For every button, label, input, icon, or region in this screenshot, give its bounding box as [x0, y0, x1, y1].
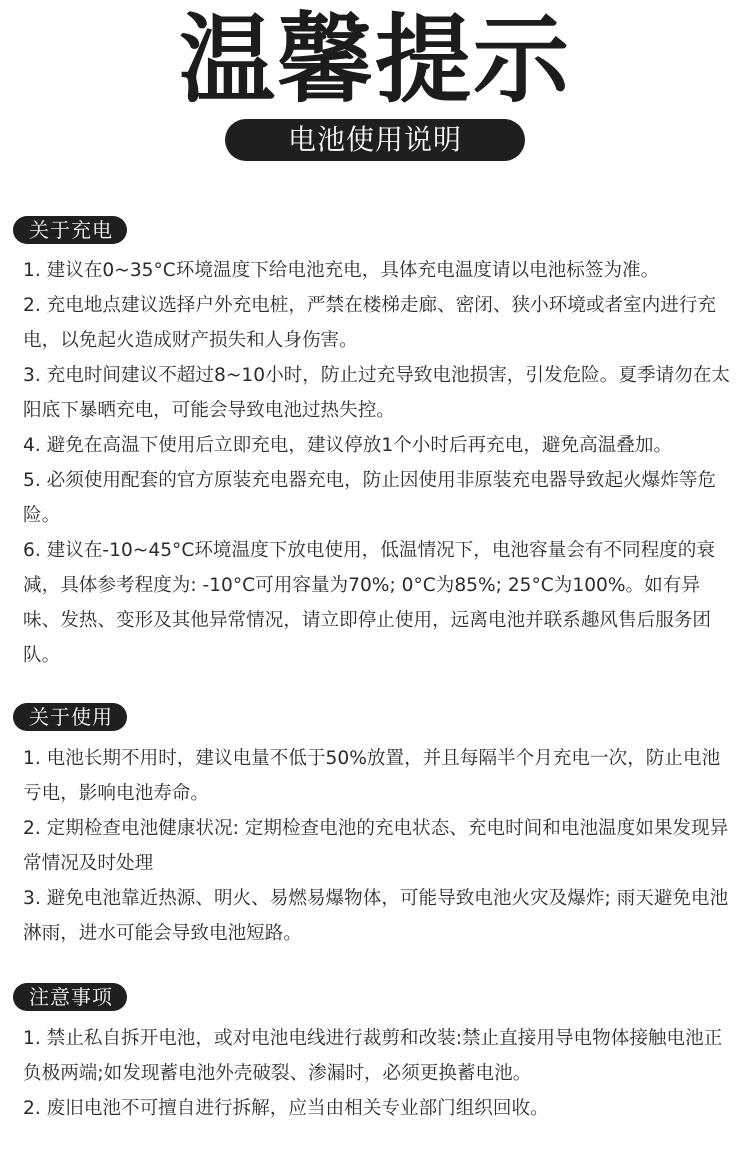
- list-item: 1. 电池长期不用时，建议电量不低于50%放置，并且每隔半个月充电一次，防止电池亏电，影响电池寿命。: [23, 748, 721, 804]
- list-item: 4. 避免在高温下使用后立即充电，建议停放1个小时后再充电，避免高温叠加。: [23, 435, 673, 456]
- section-list-usage: [23, 741, 735, 951]
- list-item: 1. 禁止私自拆开电池，或对电池电线进行裁剪和改装:禁止直接用导电物体接触电池正负极两端;如发现蓄电池外壳破裂、渗漏时，必须更换蓄电池。: [23, 1028, 723, 1084]
- list-item: 6. 建议在-10~45°C环境温度下放电使用，低温情况下，电池容量会有不同程度的衰减，具体参考程度为: -10°C可用容量为70%; 0°C为85%; 25°C为100%。如有异味、发热、变形及其他异常情况，请立即停止使用，远离电池并联系趣风售后服务团队。: [23, 540, 715, 666]
- section-list-charging: [23, 253, 735, 673]
- section-list-notes: [23, 1021, 735, 1126]
- section-heading-usage: 关于使用: [13, 703, 127, 731]
- list-item: 2. 定期检查电池健康状况: 定期检查电池的充电状态、充电时间和电池温度如果发现异常情况及时处理: [23, 818, 729, 874]
- subtitle-badge: 电池使用说明: [225, 119, 525, 161]
- list-item: 5. 必须使用配套的官方原装充电器充电，防止因使用非原装充电器导致起火爆炸等危险。: [23, 470, 717, 526]
- list-item: 2. 充电地点建议选择户外充电桩，严禁在楼梯走廊、密闭、狭小环境或者室内进行充电，以免起火造成财产损失和人身伤害。: [23, 295, 717, 351]
- page-title: 温馨提示: [179, 4, 571, 116]
- list-item: 3. 避免电池靠近热源、明火、易燃易爆物体，可能导致电池火灾及爆炸; 雨天避免电池淋雨，进水可能会导致电池短路。: [23, 888, 729, 944]
- section-heading-charging: 关于充电: [13, 216, 127, 244]
- list-item: 1. 建议在0~35°C环境温度下给电池充电，具体充电温度请以电池标签为准。: [23, 260, 660, 281]
- list-item: 2. 废旧电池不可擅自进行拆解，应当由相关专业部门组织回收。: [23, 1098, 549, 1119]
- list-item: 3. 充电时间建议不超过8~10小时，防止过充导致电池损害，引发危险。夏季请勿在太阳底下暴晒充电，可能会导致电池过热失控。: [23, 365, 730, 421]
- section-heading-notes: 注意事项: [13, 983, 127, 1011]
